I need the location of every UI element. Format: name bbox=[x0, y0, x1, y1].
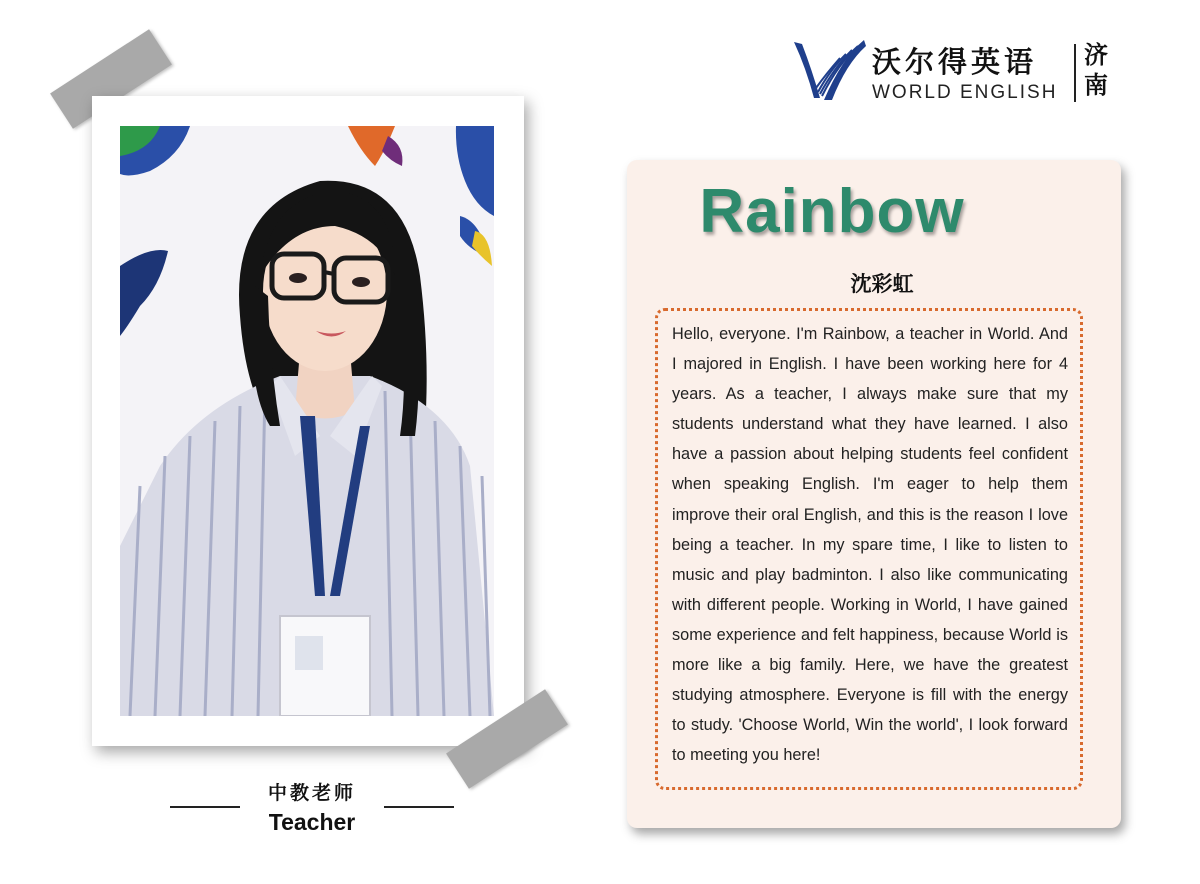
world-english-logo bbox=[792, 36, 1122, 106]
caption-title-cn: 中教老师 bbox=[267, 782, 356, 804]
photo-frame bbox=[92, 96, 524, 746]
logo-brand-cn: 沃尔得英语 bbox=[872, 45, 1038, 79]
caption-title-en: Teacher bbox=[268, 809, 356, 835]
teacher-portrait-illustration bbox=[120, 126, 494, 716]
caption-rule-left bbox=[170, 806, 240, 808]
logo-divider bbox=[1074, 44, 1076, 102]
caption-rule-right bbox=[384, 806, 454, 808]
teacher-caption bbox=[170, 778, 454, 836]
logo-city: 济南 bbox=[1084, 41, 1108, 99]
teacher-name-en: Rainbow bbox=[699, 177, 965, 246]
teacher-photo bbox=[120, 126, 494, 716]
wing-logo-icon bbox=[792, 38, 866, 104]
teacher-bio: Hello, everyone. I'm Rainbow, a teacher in World. And I majored in English. I have been working here for 4 years. As a teacher, I always make sure that my students understand what they have learned. I also have a passion about helping students feel confident when speaking English. I'm eager to help them improve their oral English, and this is the reason I love being a teacher. In my spare time, I like to listen to music and play badminton. I also like communicating with different people. Working in World, I have gained some experience and felt happiness, because World is more like a big family. Here, we have the greatest studying atmosphere. Everyone is fill with the energy to study. 'Choose World, Win the world', I look forward to meeting you here! bbox=[672, 325, 1068, 765]
bio-box bbox=[655, 308, 1083, 790]
logo-brand-en: WORLD ENGLISH bbox=[872, 82, 1058, 103]
teacher-name-cn: 沈彩虹 bbox=[850, 271, 914, 296]
teacher-info-card bbox=[627, 160, 1121, 828]
